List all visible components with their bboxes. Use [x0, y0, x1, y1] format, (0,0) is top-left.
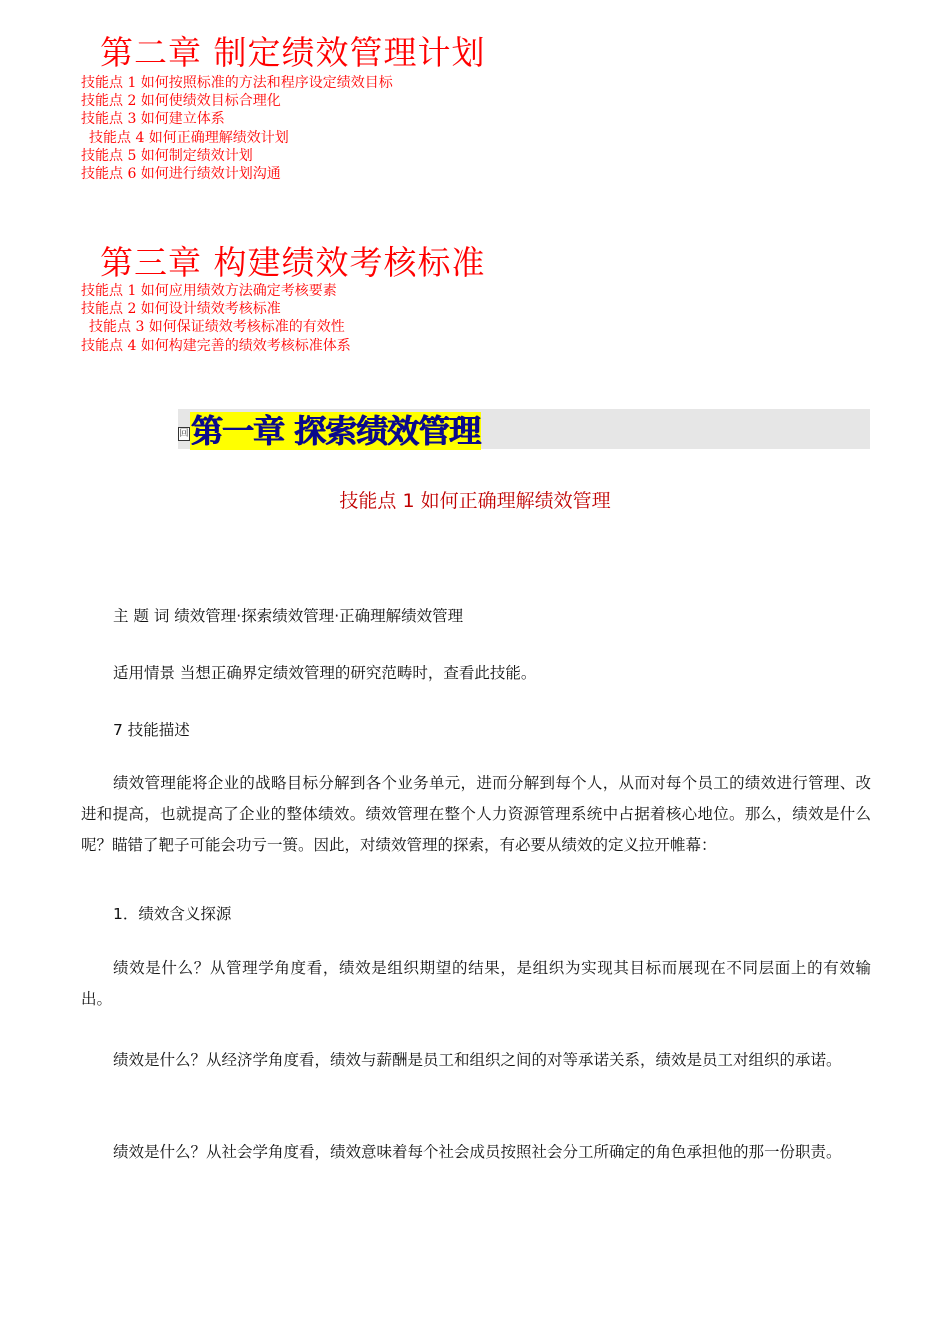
management-paragraph: 绩效是什么？从管理学角度看，绩效是组织期望的结果，是组织为实现其目标而展现在不同层面上的有效输出。	[81, 959, 871, 1008]
chapter-2-skill-list	[81, 74, 393, 183]
list-item: 技能点 5 如何制定绩效计划	[81, 147, 253, 164]
chapter-1-banner	[178, 409, 870, 449]
scenario-line: 适用情景 当想正确界定绩效管理的研究范畴时，查看此技能。	[113, 664, 537, 682]
sociology-paragraph: 绩效是什么？从社会学角度看，绩效意味着每个社会成员按照社会分工所确定的角色承担他的那一份职责。	[113, 1143, 842, 1161]
section-label: 7 技能描述	[113, 721, 190, 739]
keywords-line: 主 题 词 绩效管理·探索绩效管理·正确理解绩效管理	[113, 607, 464, 625]
chapter-3-skill-list	[81, 282, 351, 355]
list-item: 技能点 2 如何设计绩效考核标准	[81, 301, 281, 318]
list-item: 技能点 3 如何建立体系	[81, 111, 225, 128]
skill-heading: 技能点 1 如何正确理解绩效管理	[339, 490, 611, 512]
list-item: 技能点 2 如何使绩效目标合理化	[81, 93, 281, 110]
anchor-marker-icon: 回	[179, 429, 189, 439]
chapter-3-title: 第三章 构建绩效考核标准	[100, 243, 486, 282]
economics-paragraph: 绩效是什么？从经济学角度看，绩效与薪酬是员工和组织之间的对等承诺关系，绩效是员工对组织的承诺。	[113, 1051, 842, 1069]
chapter-1-title: 第一章 探索绩效管理	[191, 412, 481, 450]
list-item: 技能点 1 如何按照标准的方法和程序设定绩效目标	[81, 75, 393, 91]
chapter-2-title: 第二章 制定绩效管理计划	[100, 33, 486, 72]
list-item: 技能点 6 如何进行绩效计划沟通	[81, 165, 281, 182]
list-item: 技能点 1 如何应用绩效方法确定考核要素	[81, 283, 337, 299]
list-item: 技能点 3 如何保证绩效考核标准的有效性	[89, 319, 345, 336]
list-item: 技能点 4 如何构建完善的绩效考核标准体系	[81, 337, 351, 354]
intro-paragraph: 绩效管理能将企业的战略目标分解到各个业务单元，进而分解到每个人，从而对每个员工的绩效进行管理、改进和提高，也就提高了企业的整体绩效。绩效管理在整个人力资源管理系统中占据着核心地位。那么，绩效是什么呢？瞄错了靶子可能会功亏一篑。因此，对绩效管理的探索，有必要从绩效的定义拉开帷幕：	[81, 774, 871, 854]
subheading: 1．绩效含义探源	[113, 905, 232, 923]
list-item: 技能点 4 如何正确理解绩效计划	[89, 129, 289, 146]
